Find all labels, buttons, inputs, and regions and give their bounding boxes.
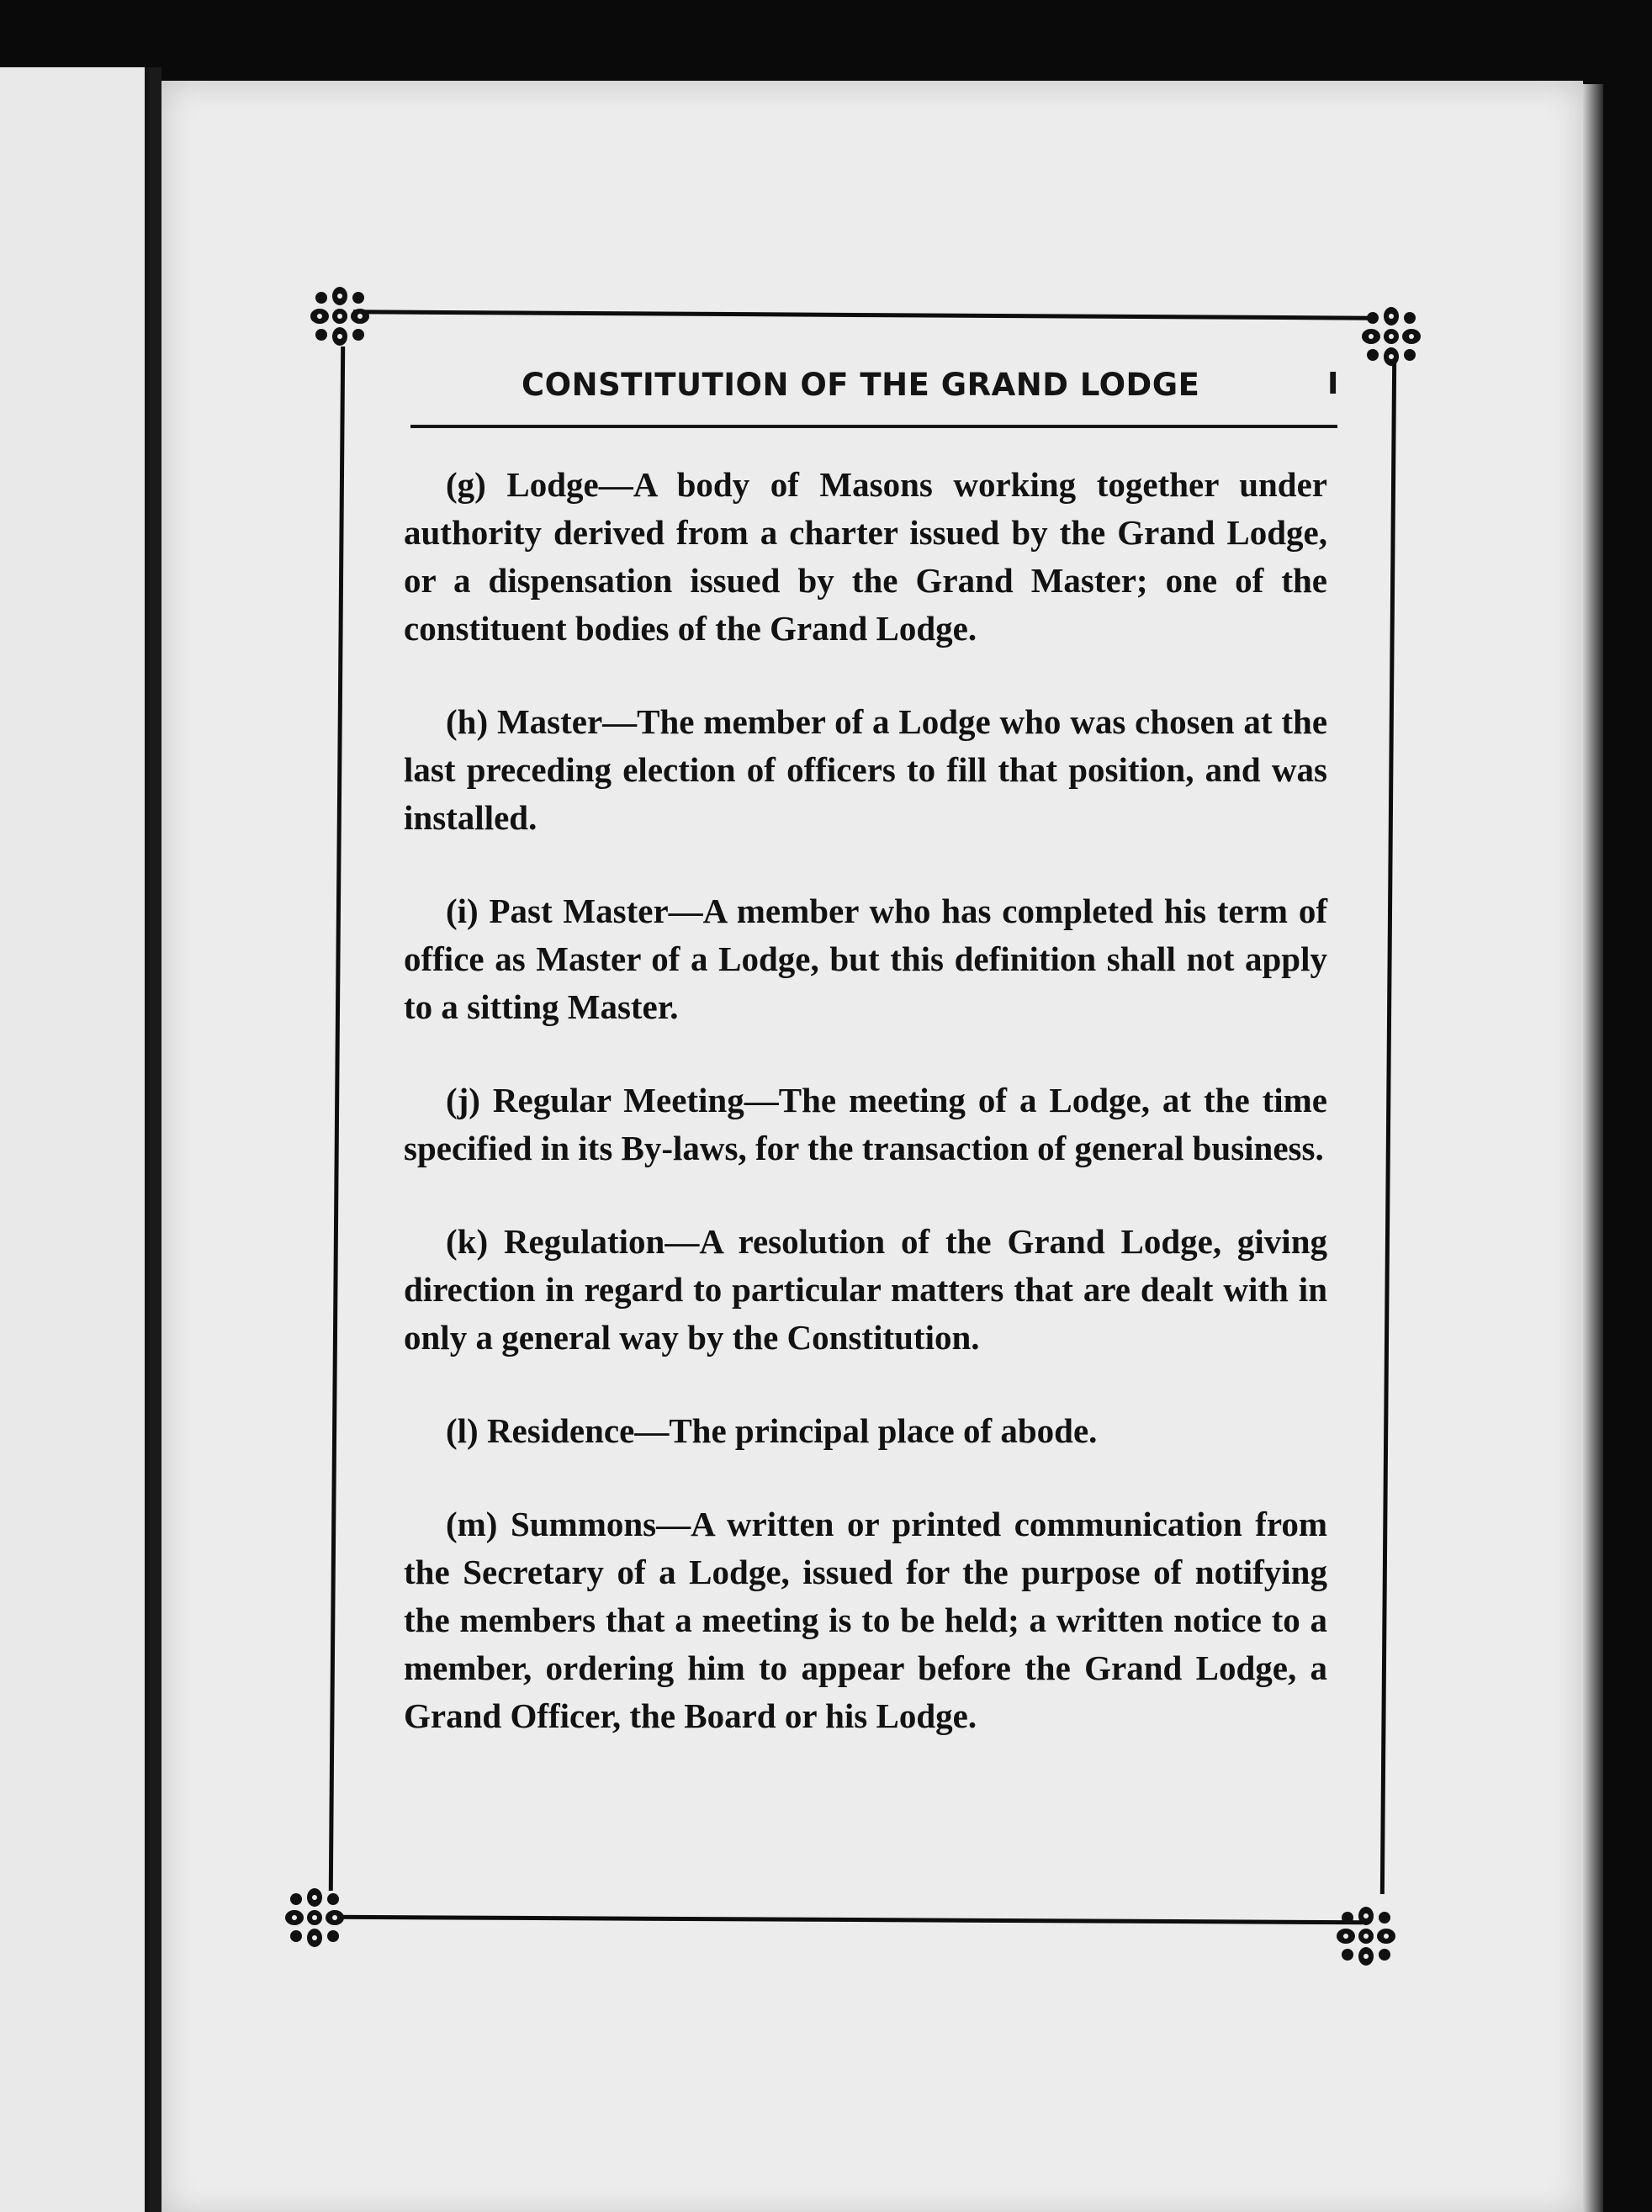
definition-term: Regular Meeting [492,1081,744,1119]
page-edge-shadow [1583,84,1603,2212]
definitions-body [404,461,1327,1786]
definition-paragraph [404,1077,1327,1172]
definition-letter: (i) [446,892,479,930]
definition-text: —A written or printed communication from the Secretary of a Lodge, issued for the purpose of notifying the members that a meeting is to be held; a written notice to a member, ordering him to appear before the Grand Lodge, a Grand Officer, the Board or his Lodge. [404,1505,1327,1735]
running-title: CONSTITUTION OF THE GRAND LODGE [522,367,1200,403]
definition-term: Summons [510,1505,657,1543]
definition-letter: (k) [446,1222,489,1261]
definition-paragraph [404,1500,1327,1740]
definition-paragraph [404,1407,1327,1455]
floral-corner-ornament-icon [310,286,370,347]
definition-term: Master [496,702,603,741]
definition-term: Residence [486,1411,635,1450]
definition-paragraph [404,698,1327,842]
definition-text: —The member of a Lodge who was chosen at the last preceding election of officers to fill that position, and was installed. [404,702,1328,837]
definition-paragraph [404,461,1327,653]
facing-page-edge [0,67,150,2212]
definition-text: —The meeting of a Lodge, at the time specified in its By-laws, for the transaction of general business. [404,1081,1327,1167]
floral-corner-ornament-icon [1361,306,1422,367]
definition-letter: (h) [446,702,489,741]
definition-letter: (m) [446,1505,498,1543]
definition-text: —A body of Masons working together under authority derived from a charter issued by the Grand Lodge, or a dispensation issued by the Grand Master; one of the constituent bodies of the Grand Lodge. [404,465,1328,648]
book-gutter [150,67,161,2212]
floral-corner-ornament-icon [284,1887,345,1948]
definition-paragraph [404,1218,1327,1362]
definition-term: Past Master [489,892,669,930]
definition-term: Regulation [503,1222,665,1261]
definition-text: —The principal place of abode. [634,1411,1098,1450]
definition-paragraph [404,887,1327,1031]
definition-text: —A member who has completed his term of office as Master of a Lodge, but this definition shall not apply to a sitting Master. [404,892,1327,1026]
definition-letter: (l) [446,1411,479,1450]
page-number: I [1327,367,1339,401]
floral-corner-ornament-icon [1336,1906,1396,1966]
definition-term: Lodge [506,465,599,504]
definition-letter: (j) [446,1081,480,1119]
definition-letter: (g) [446,465,486,504]
definition-text: —A resolution of the Grand Lodge, giving direction in regard to particular matters that are dealt with in only a general way by the Constitution. [404,1222,1327,1357]
header-rule [410,425,1337,428]
